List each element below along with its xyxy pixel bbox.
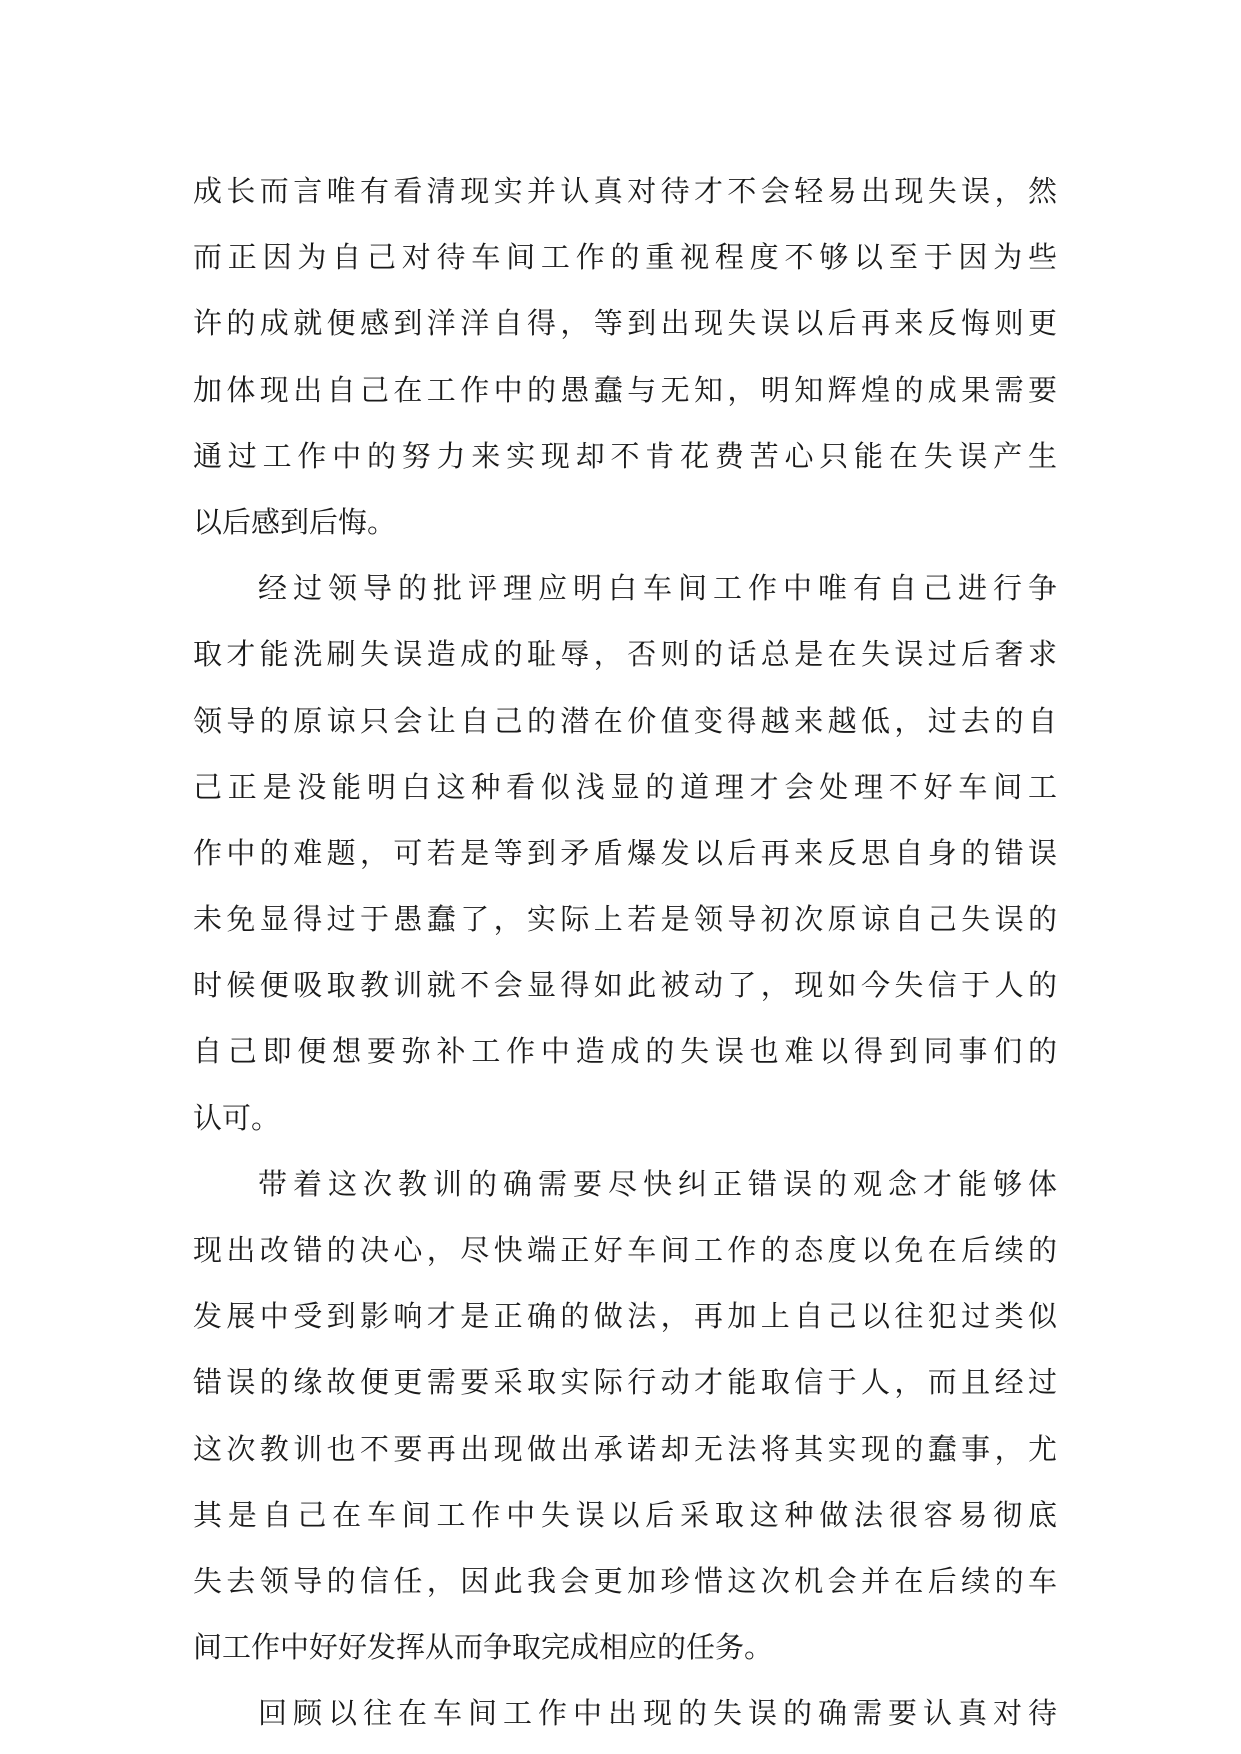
text-line: 失去领导的信任，因此我会更加珍惜这次机会并在后续的车	[193, 1563, 1057, 1598]
text-line: 发展中受到影响才是正确的做法，再加上自己以往犯过类似	[193, 1299, 1057, 1334]
paragraph-first-line: 带着这次教训的确需要尽快纠正错误的观念才能够体	[258, 1166, 1057, 1201]
text-line: 其是自己在车间工作中失误以后采取这种做法很容易彻底	[193, 1497, 1057, 1532]
text-line: 加体现出自己在工作中的愚蠢与无知，明知辉煌的成果需要	[193, 372, 1057, 407]
text-line: 间工作中好好发挥从而争取完成相应的任务。	[193, 1630, 774, 1665]
text-line: 作中的难题，可若是等到矛盾爆发以后再来反思自身的错误	[193, 835, 1057, 870]
paragraph-first-line: 回顾以往在车间工作中出现的失误的确需要认真对待	[258, 1696, 1057, 1731]
text-line: 这次教训也不要再出现做出承诺却无法将其实现的蠢事，尤	[193, 1431, 1057, 1466]
text-line: 现出改错的决心，尽快端正好车间工作的态度以免在后续的	[193, 1233, 1057, 1267]
text-line: 通过工作中的努力来实现却不肯花费苦心只能在失误产生	[193, 438, 1057, 473]
text-line: 时候便吸取教训就不会显得如此被动了，现如今失信于人的	[193, 968, 1057, 1003]
text-line: 自己即便想要弥补工作中造成的失误也难以得到同事们的	[193, 1034, 1057, 1069]
text-line: 取才能洗刷失误造成的耻辱，否则的话总是在失误过后奢求	[193, 637, 1057, 672]
document-body	[193, 158, 1057, 1747]
text-line: 以后感到后悔。	[193, 504, 397, 539]
text-line: 许的成就便感到洋洋自得，等到出现失误以后再来反悔则更	[193, 306, 1057, 341]
text-line: 己正是没能明白这种看似浅显的道理才会处理不好车间工	[193, 769, 1057, 804]
text-line: 认可。	[193, 1100, 281, 1135]
text-line: 成长而言唯有看清现实并认真对待才不会轻易出现失误，然	[193, 174, 1057, 208]
text-line: 领导的原谅只会让自己的潜在价值变得越来越低，过去的自	[193, 703, 1057, 738]
text-line: 而正因为自己对待车间工作的重视程度不够以至于因为些	[193, 240, 1057, 275]
text-line: 错误的缘故便更需要采取实际行动才能取信于人，而且经过	[193, 1365, 1057, 1400]
text-line: 未免显得过于愚蠢了，实际上若是领导初次原谅自己失误的	[193, 902, 1057, 937]
paragraph-first-line: 经过领导的批评理应明白车间工作中唯有自己进行争	[258, 571, 1057, 606]
